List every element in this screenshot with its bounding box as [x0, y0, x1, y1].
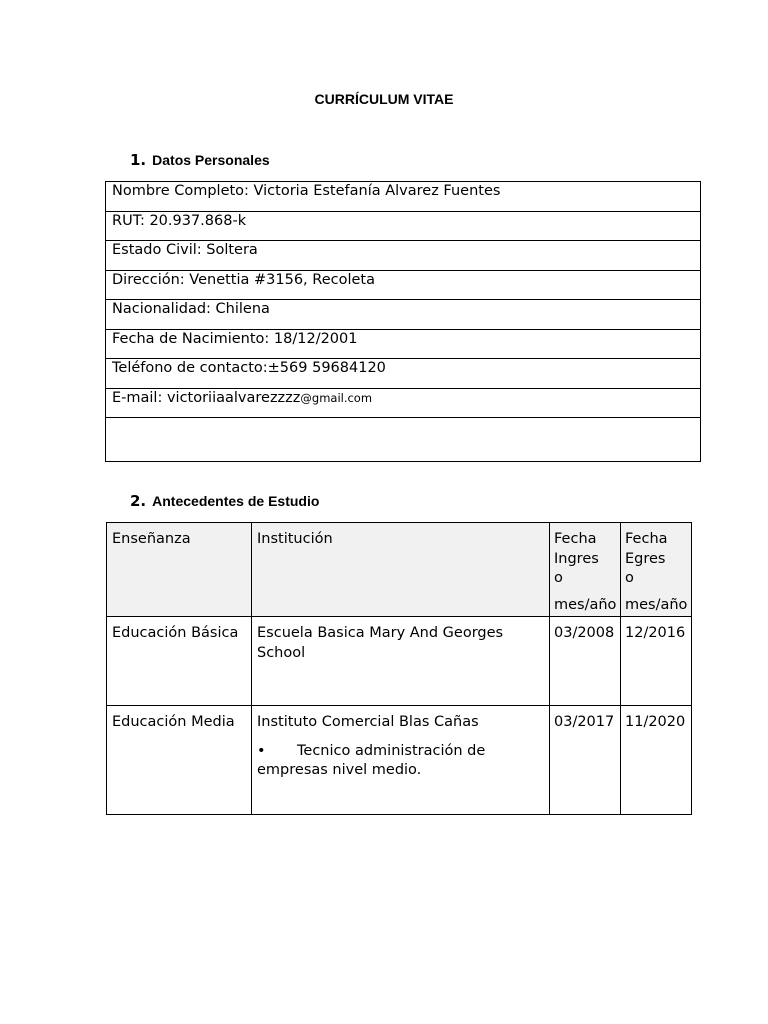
email-prefix: E-mail: victoriiaalvarezzzz	[112, 389, 301, 406]
table-row	[106, 329, 701, 359]
table-row	[106, 300, 701, 330]
institution-name: Instituto Comercial Blas Cañas	[257, 714, 479, 730]
ensenanza-cell: Educación Media	[107, 706, 252, 815]
institucion-cell	[252, 706, 550, 815]
table-row	[106, 359, 701, 389]
section-number: 1.	[130, 151, 147, 169]
document-title: CURRÍCULUM VITAE	[314, 91, 454, 107]
section-number: 2.	[130, 492, 147, 510]
bullet-icon: •	[257, 742, 266, 759]
table-header-row	[107, 523, 692, 617]
marital-status-cell: Estado Civil: Soltera	[106, 241, 701, 271]
header-text: o	[554, 570, 563, 587]
email-cell	[106, 388, 701, 418]
bullet-text: Tecnico administración de empresas nivel medio.	[257, 742, 486, 779]
section-title: Datos Personales	[152, 152, 270, 168]
nationality-cell: Nacionalidad: Chilena	[106, 300, 701, 330]
egreso-cell: 11/2020	[621, 706, 692, 815]
table-row	[106, 241, 701, 271]
header-fecha-egreso	[621, 523, 692, 617]
table-row	[107, 617, 692, 706]
header-text: Fecha	[625, 531, 668, 547]
personal-data-table	[105, 181, 701, 462]
header-institucion: Institución	[252, 523, 550, 617]
birth-date-cell: Fecha de Nacimiento: 18/12/2001	[106, 329, 701, 359]
header-ensenanza: Enseñanza	[107, 523, 252, 617]
header-text: Egres	[625, 550, 666, 567]
email-domain: @gmail.com	[300, 390, 373, 405]
header-text: mes/año	[625, 597, 688, 614]
section-title: Antecedentes de Estudio	[152, 493, 320, 509]
empty-cell	[106, 418, 701, 462]
institucion-cell: Escuela Basica Mary And Georges School	[252, 617, 550, 706]
table-row	[106, 211, 701, 241]
phone-cell: Teléfono de contacto:±569 59684120	[106, 359, 701, 389]
table-row	[106, 270, 701, 300]
header-fecha-ingreso	[550, 523, 621, 617]
address-cell: Dirección: Venettia #3156, Recoleta	[106, 270, 701, 300]
header-text: Fecha	[554, 531, 597, 547]
table-row	[106, 388, 701, 418]
section-heading-studies	[130, 492, 319, 510]
table-row	[106, 182, 701, 212]
section-heading-personal	[130, 151, 270, 169]
ensenanza-cell: Educación Básica	[107, 617, 252, 706]
header-text: Ingres	[554, 550, 599, 567]
table-row	[107, 706, 692, 815]
egreso-cell: 12/2016	[621, 617, 692, 706]
studies-table	[106, 522, 692, 815]
header-text: mes/año	[554, 597, 617, 614]
header-text: o	[625, 570, 634, 587]
rut-cell: RUT: 20.937.868-k	[106, 211, 701, 241]
ingreso-cell: 03/2017	[550, 706, 621, 815]
full-name-cell: Nombre Completo: Victoria Estefanía Alvarez Fuentes	[106, 182, 701, 212]
empty-row	[106, 418, 701, 462]
bullet-item	[257, 742, 544, 781]
ingreso-cell: 03/2008	[550, 617, 621, 706]
